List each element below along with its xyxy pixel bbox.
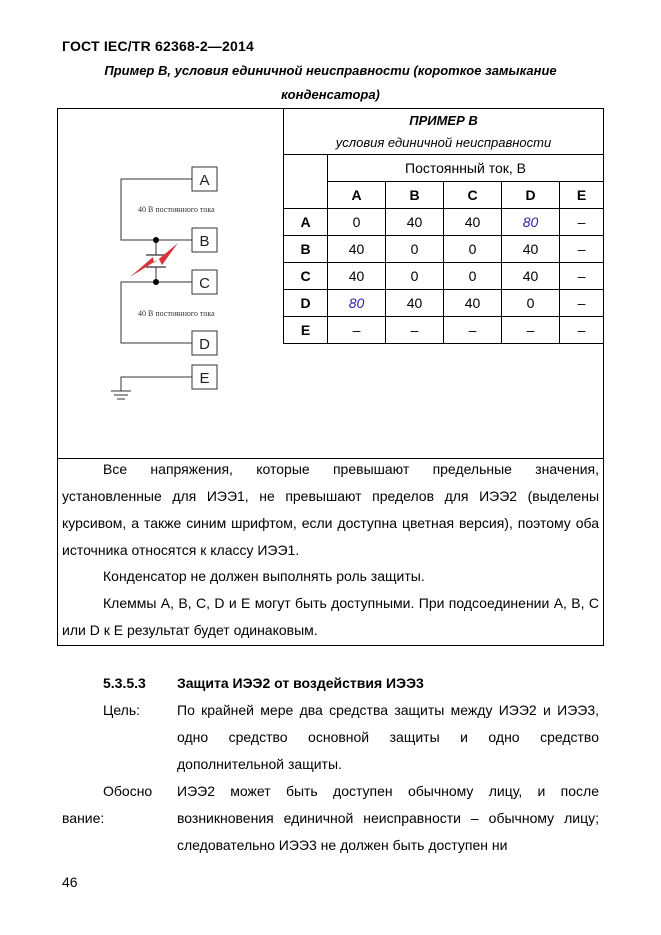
table-cell: – [560,236,604,263]
table-cell: 40 [502,263,560,290]
table-cell: 40 [386,290,444,317]
table-row [284,290,604,317]
table-cell: 0 [386,236,444,263]
table-cell: – [328,317,386,344]
table-cell: – [560,209,604,236]
row-header: B [284,236,328,263]
note-paragraph: Клеммы A, B, C, D и E могут быть доступными. При подсоединении A, B, C или D к E результат будет одинаковым. [62,595,599,638]
column-header: B [386,182,444,209]
column-header: E [560,182,604,209]
table-cell: – [502,317,560,344]
circuit-diagram [58,109,284,458]
column-header: D [502,182,560,209]
table-cell: – [560,317,604,344]
goal-label: Цель: [103,702,141,718]
junction-b [153,237,159,243]
table-row [284,209,604,236]
rationale-text: ИЭЭ2 может быть доступен обычному лицу, и после возникновения единичной неисправности – обычному лицу; следовательно ИЭЭ3 не должен быть доступен ни [177,783,599,853]
goal-text: По крайней мере два средства защиты между ИЭЭ2 и ИЭЭ3, одно средство основной защиты и одно средство дополнительной защиты. [177,702,599,772]
rationale-label-continued: вание: [62,810,105,826]
document-header: ГОСТ IEC/TR 62368-2—2014 [62,38,254,54]
table-cell-highlighted: 80 [502,209,560,236]
table-row [284,317,604,344]
note-paragraph: Все напряжения, которые превышают предельные значения, установленные для ИЭЭ1, не превышают пределов для ИЭЭ2 (выделены курсивом, а также синим шрифтом, если доступна цветная версия), поэтому оба источника относятся к классу ИЭЭ1. [62,461,599,558]
row-header: C [284,263,328,290]
table-cell: – [560,290,604,317]
column-header: C [444,182,502,209]
column-header: A [328,182,386,209]
source-2-label: 40 В постоянного тока [138,309,215,318]
table-cell: 0 [502,290,560,317]
table-cell: 40 [386,209,444,236]
table-corner [284,155,328,209]
terminal-c: C [199,275,210,292]
row-header: D [284,290,328,317]
table-group-header: Постоянный ток, В [328,155,604,182]
terminal-b: B [199,233,210,250]
section-number: 5.3.5.3 [103,675,146,691]
terminal-d: D [199,336,210,353]
table-cell: 40 [444,290,502,317]
table-title: ПРИМЕР B [284,109,604,132]
table-cell: 40 [328,236,386,263]
table-cell: – [386,317,444,344]
figure-caption-line-1: Пример B, условия единичной неисправности (короткое замыкание [104,63,557,78]
row-header: E [284,317,328,344]
page-number: 46 [62,874,78,890]
table-cell: 0 [444,263,502,290]
table-cell: 0 [386,263,444,290]
table-row [284,236,604,263]
table-row [284,263,604,290]
table-cell: 40 [444,209,502,236]
voltage-table [283,108,604,344]
note-paragraph: Конденсатор не должен выполнять роль защиты. [103,568,425,584]
table-subtitle: условия единичной неисправности [284,131,604,155]
table-cell: 40 [328,263,386,290]
table-cell-highlighted: 80 [328,290,386,317]
terminal-a: A [199,172,210,189]
table-cell: 40 [502,236,560,263]
table-cell: – [560,263,604,290]
junction-c [153,279,159,285]
table-cell: – [444,317,502,344]
table-cell: 0 [444,236,502,263]
figure-caption-line-2: конденсатора) [281,87,380,102]
rationale-label: Обосно [103,783,153,799]
table-cell: 0 [328,209,386,236]
source-1-label: 40 В постоянного тока [138,205,215,214]
row-header: A [284,209,328,236]
fault-lightning-icon [130,243,178,277]
section-title: Защита ИЭЭ2 от воздействия ИЭЭ3 [177,675,424,691]
terminal-e: E [199,370,210,387]
